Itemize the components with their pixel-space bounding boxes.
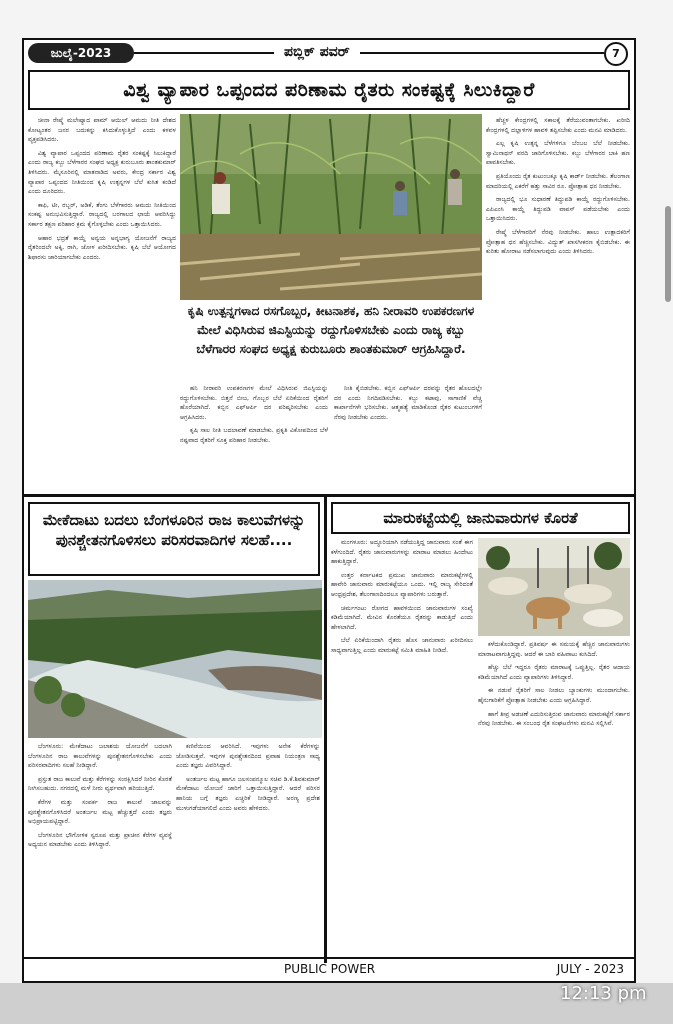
paragraph: ಅಂತರ್ಜಲ ಮಟ್ಟ ಹಾಗೂ ಜಲಸಂಪನ್ಮೂಲ ಸಚಿವ ಡಿ.ಕೆ.ಶಿವಕುಮಾರ್ ಮೇಕೆದಾಟು ಯೋಜನೆ ಜಾರಿಗೆ ಒತ್ತಾಯಿಸುತ್ತಿದ್ದಾರೆ. ಆದರೆ ಪರಿಸರ ಹಾನಿಯ ಬಗ್ಗೆ ತಜ್ಞರು ಎಚ್ಚರಿಕೆ ನೀಡಿದ್ದಾರೆ. ಅರಣ್ಯ ಪ್ರದೇಶ ಮುಳುಗಡೆಯಾಗಲಿದೆ ಎಂದು ಅವರು ಹೇಳಿದರು. [176,775,320,812]
river-photo [28,580,322,738]
river-photo-graphic [28,580,322,738]
main-col-2 [180,384,328,490]
main-headline: ವಿಶ್ವ ವ್ಯಾಪಾರ ಒಪ್ಪಂದದ ಪರಿಣಾಮ ರೈತರು ಸಂಕಷ್ಟಕ್ಕೆ ಸಿಲುಕಿದ್ದಾರೆ [28,70,630,110]
story-two-col-2 [176,742,320,962]
paragraph: ರಾಜ್ಯದಲ್ಲಿ ಭೂ ಸುಧಾರಣೆ ತಿದ್ದುಪಡಿ ಕಾಯ್ದೆ ರದ್ದುಗೊಳಿಸಬೇಕು. ಎಪಿಎಂಸಿ ಕಾಯ್ದೆ ತಿದ್ದುಪಡಿ ವಾಪಸ್ ಪಡೆಯಬೇಕು ಎಂದು ಒತ್ತಾಯಿಸಿದರು. [486,196,630,223]
paragraph: ಕಾಫಿ, ಟೀ, ರಬ್ಬರ್, ಅಡಿಕೆ, ತೆಂಗು ಬೆಳೆಗಾರರು ಆಮದು ನೀತಿಯಿಂದ ಸಂಕಷ್ಟ ಅನುಭವಿಸುತ್ತಿದ್ದಾರೆ. ರಾಜ್ಯದಲ್ಲಿ ಬರಗಾಲದ ಛಾಯೆ ಆವರಿಸಿದ್ದು ಸರ್ಕಾರ ತಕ್ಷಣ ಪರಿಹಾರ ಕ್ರಮ ಕೈಗೊಳ್ಳಬೇಕು ಎಂದು ಒತ್ತಾಯಿಸಿದರು. [28,201,176,228]
paragraph: ನೀತಿ ಕೈಬಿಡಬೇಕು. ಕಬ್ಬಿನ ಎಫ್ಆರ್ಪಿ ದರವನ್ನು ರೈತರ ಹೊಲದಲ್ಲೇ ದರ ಎಂದು ನಿಗದಿಪಡಿಸಬೇಕು. ಕಬ್ಬು ಕಟಾವು, ಸಾಗಾಣಿಕೆ ವೆಚ್ಚ ಕಾರ್ಖಾನೆಗಳೇ ಭರಿಸಬೇಕು. ಆತ್ಮಹತ್ಯೆ ಮಾಡಿಕೊಂಡ ರೈತರ ಕುಟುಂಬಗಳಿಗೆ ನೆರವು ನೀಡಬೇಕು ಎಂದರು. [334,385,482,421]
paragraph: ಚರ್ಮಗಂಟು ರೋಗದ ಹಾವಳಿಯಿಂದ ಜಾನುವಾರುಗಳ ಸಂಖ್ಯೆ ಕಡಿಮೆಯಾಗಿದೆ. ಮೇವಿನ ಕೊರತೆಯೂ ರೈತರನ್ನು ಕಾಡುತ್ತಿದೆ ಎಂದು ಹೇಳಲಾಗಿದೆ. [331,604,473,631]
paragraph: ಹಾಗೆ ತೀವ್ರ ಅಡಚಣೆ ಎದುರಿಸುತ್ತಿರುವ ಜಾನುವಾರು ಮಾರುಕಟ್ಟೆಗೆ ಸರ್ಕಾರ ನೆರವು ನೀಡಬೇಕು. ಈ ಸಂಬಂಧ ರೈತ ಸಂಘಟನೆಗಳು ಮನವಿ ಸಲ್ಲಿಸಿವೆ. [478,710,630,728]
newspaper-page [22,38,636,983]
paragraph: ಪ್ರತಿಯೊಂದು ರೈತ ಕುಟುಂಬಕ್ಕೂ ಕೃಷಿ ಕಾರ್ಡ್ ನೀಡಬೇಕು. ತೆಲಂಗಾಣ ಮಾದರಿಯಲ್ಲಿ ಎಕರೆಗೆ ಹತ್ತು ಸಾವಿರ ರೂ. ಪ್ರೋತ್ಸಾಹ ಧನ ನೀಡಬೇಕು. [486,172,630,190]
section-divider [24,494,634,497]
paragraph: ಚೀನಾ ರೇಷ್ಮೆ ಮಲೇಷ್ಯಾದ ಪಾಮ್ ಆಯಿಲ್ ಆಮದು ನೀತಿ ದೇಶದ ಕೋಟ್ಯಂತರ ಜನರ ಬದುಕನ್ನು ಕಸಿದುಕೊಳ್ಳುತ್ತಿದೆ ಎಂದು ಕಳವಳ ವ್ಯಕ್ತಪಡಿಸಿದರು. [28,117,176,144]
paragraph: ಹನಿ ನೀರಾವರಿ ಉಪಕರಣಗಳ ಮೇಲೆ ವಿಧಿಸಿರುವ ಜಿಎಸ್ಟಿಯನ್ನು ರದ್ದುಗೊಳಿಸಬೇಕು. ಬಿತ್ತನೆ ಬೀಜ, ಗೊಬ್ಬರ ಬೆಲೆ ಏರಿಕೆಯಿಂದ ರೈತರಿಗೆ ಹೊರೆಯಾಗಿದೆ. ಕಬ್ಬಿನ ಎಫ್ಆರ್ಪಿ ದರ ಪರಿಷ್ಕರಿಸಬೇಕು ಎಂದು ಆಗ್ರಹಿಸಿದರು. [180,385,328,421]
page-number: 7 [604,42,628,66]
footer-paper-name: PUBLIC POWER [284,962,376,976]
paragraph: ಕಳೆದುಕೊಂಡಿದ್ದಾರೆ. ಪ್ರತಿವರ್ಷ ಈ ಸಮಯಕ್ಕೆ ಹೆಚ್ಚಿನ ಜಾನುವಾರುಗಳು ಮಾರಾಟವಾಗುತ್ತಿದ್ದವು. ಆದರೆ ಈ ಬಾರಿ ವಹಿವಾಟು ಕುಸಿದಿದೆ. [478,641,630,658]
paragraph: ಹೆಚ್ಚು ಬೆಲೆ ಇದ್ದರೂ ರೈತರು ಮಾರಾಟಕ್ಕೆ ಒಪ್ಪುತ್ತಿಲ್ಲ. ರೈತರ ಆದಾಯ ಕಡಿಮೆಯಾಗಿದೆ ಎಂದು ವ್ಯಾಪಾರಿಗಳು ತಿಳಿಸಿದ್ದಾರೆ. [478,664,630,681]
paragraph: ಎಲ್ಲ ಕೃಷಿ ಉತ್ಪನ್ನ ಬೆಳೆಗಳಿಗೂ ಬೆಂಬಲ ಬೆಲೆ ನೀಡಬೇಕು. ಸ್ವಾಮಿನಾಥನ್ ವರದಿ ಜಾರಿಗೊಳಿಸಬೇಕು. ಕಬ್ಬು ಬೆಳೆಗಾರರ ಬಾಕಿ ಹಣ ಪಾವತಿಸಬೇಕು. [486,140,630,167]
paper-name: ಪಬ್ಲಿಕ್ ಪವರ್ [274,42,360,62]
paragraph: ವಿಶ್ವ ವ್ಯಾಪಾರ ಒಪ್ಪಂದದ ಪರಿಣಾಮ ರೈತರ ಸಂಕಷ್ಟಕ್ಕೆ ಸಿಲುಕಿದ್ದಾರೆ ಎಂದು ರಾಜ್ಯ ಕಬ್ಬು ಬೆಳೆಗಾರರ ಸಂಘದ ಅಧ್ಯಕ್ಷ ಕುರುಬೂರು ಶಾಂತಕುಮಾರ್ ತಿಳಿಸಿದರು. ಮೈಸೂರಿನಲ್ಲಿ ಮಾತನಾಡಿದ ಅವರು, ಕೇಂದ್ರ ಸರ್ಕಾರ ವಿಶ್ವ ವ್ಯಾಪಾರ ಒಪ್ಪಂದದ ನೀತಿಯಿಂದ ಕೃಷಿ ಉತ್ಪನ್ನಗಳ ಬೆಲೆ ಕುಸಿತ ಕಂಡಿದೆ ಎಂದು ದೂರಿದರು. [28,149,176,196]
paragraph: ಪ್ರಸ್ತುತ ರಾಜ ಕಾಲುವೆ ಮತ್ತು ಕೆರೆಗಳನ್ನು ಸಂರಕ್ಷಿಸಿದರೆ ನೀರಿನ ಕೊರತೆ ನೀಗಿಸಬಹುದು. ನಗರದಲ್ಲಿ ಮಳೆ ನೀರು ವ್ಯರ್ಥವಾಗಿ ಹರಿಯುತ್ತಿದೆ. [28,775,172,793]
status-time: 12:13 pm [560,983,647,1004]
paragraph: ಹೆಚ್ಚಳ ಕೇಂದ್ರಗಳಲ್ಲಿ ಸಕಾಲಕ್ಕೆ ತೆರೆಯುವಂತಾಗಬೇಕು. ಖರೀದಿ ಕೇಂದ್ರಗಳಲ್ಲಿ ದಲ್ಲಾಳಿಗಳ ಹಾವಳಿ ತಪ್ಪಿಸಬೇಕು ಎಂದು ಮನವಿ ಮಾಡಿದರು. [486,117,630,134]
footer-date: JULY - 2023 [556,962,624,976]
sugarcane-field-photo [180,114,482,300]
story-three-col-1 [331,538,473,962]
paragraph: ರೇಷ್ಮೆ ಬೆಳೆಗಾರರಿಗೆ ನೆರವು ನೀಡಬೇಕು. ಹಾಲು ಉತ್ಪಾದಕರಿಗೆ ಪ್ರೋತ್ಸಾಹ ಧನ ಹೆಚ್ಚಿಸಬೇಕು. ವಿದ್ಯುತ್ ಖಾಸಗೀಕರಣ ಕೈಬಿಡಬೇಕು. ಈ ಕುರಿತು ಹೋರಾಟ ನಡೆಸಲಾಗುವುದು ಎಂದು ತಿಳಿಸಿದರು. [486,228,630,256]
story-three-headline: ಮಾರುಕಟ್ಟೆಯಲ್ಲಿ ಜಾನುವಾರುಗಳ ಕೊರತೆ [331,502,630,534]
paragraph: ಬೆಂಗಳೂರು: ಮೇಕೆದಾಟು ಜಲಾಶಯ ಯೋಜನೆಗೆ ಬದಲಾಗಿ ಬೆಂಗಳೂರಿನ ರಾಜ ಕಾಲುವೆಗಳನ್ನು ಪುನಶ್ಚೇತನಗೊಳಿಸಬೇಕು ಎಂದು ಪರಿಸರವಾದಿಗಳು ಸಲಹೆ ನೀಡಿದ್ದಾರೆ. [28,743,172,770]
page-header [24,40,634,66]
scrollbar[interactable] [665,206,671,302]
paragraph: ಈ ನಡುವೆ ರೈತರಿಗೆ ಸಾಲ ನೀಡಲು ಬ್ಯಾಂಕುಗಳು ಮುಂದಾಗಬೇಕು. ಹೈನುಗಾರಿಕೆಗೆ ಪ್ರೋತ್ಸಾಹ ನೀಡಬೇಕು ಎಂದು ಆಗ್ರಹಿಸಿದ್ದಾರೆ. [478,687,630,704]
paragraph: ಮಂಗಳೂರು: ಅದ್ಧೂರಿಯಾಗಿ ನಡೆಯುತ್ತಿದ್ದ ಜಾನುವಾರು ಸಂತೆ ಈಗ ಕಳೆಗುಂದಿದೆ. ರೈತರು ಜಾನುವಾರುಗಳನ್ನು ಮಾರಾಟ ಮಾಡಲು ಹಿಂದೇಟು ಹಾಕುತ್ತಿದ್ದಾರೆ. [331,539,473,566]
story-two-col-1 [28,742,172,962]
column-divider [324,497,327,963]
main-col-3 [334,384,482,490]
paragraph: ಕೃಷಿ ಸಾಲ ನೀತಿ ಬದಲಾವಣೆ ಮಾಡಬೇಕು. ಪ್ರಕೃತಿ ವಿಕೋಪದಿಂದ ಬೆಳೆ ನಷ್ಟವಾದ ರೈತರಿಗೆ ಸೂಕ್ತ ಪರಿಹಾರ ನೀಡಬೇಕು. [180,427,328,444]
cattle-photo-graphic [478,538,630,636]
date-label: ಜುಲೈ-2023 [28,43,134,63]
main-col-1 [28,116,176,491]
cattle-market-photo [478,538,630,636]
page-footer [24,957,634,981]
story-two-headline: ಮೇಕೆದಾಟು ಬದಲು ಬೆಂಗಳೂರಿನ ರಾಜ ಕಾಲುವೆಗಳನ್ನು ಪುನಶ್ಚೇತನಗೊಳಿಸಲು ಪರಿಸರವಾದಿಗಳ ಸಲಹೆ.... [28,502,320,576]
story-three-col-2 [478,640,630,962]
main-callout: ಕೃಷಿ ಉತ್ಪನ್ನಗಳಾದ ರಸಗೊಬ್ಬರ, ಕೀಟನಾಶಕ, ಹನಿ ನೀರಾವರಿ ಉಪಕರಣಗಳ ಮೇಲೆ ವಿಧಿಸಿರುವ ಜಿಎಸ್ಟಿಯನ್ನು ರದ್ದುಗೊಳಿಸಬೇಕು ಎಂದು ರಾಜ್ಯ ಕಬ್ಬು ಬೆಳೆಗಾರರ ಸಂಘದ ಅಧ್ಯಕ್ಷ ಕುರುಬೂರು ಶಾಂತಕುಮಾರ್ ಆಗ್ರಹಿಸಿದ್ದಾರೆ. [187,304,475,356]
paragraph: ಬೆಲೆ ಏರಿಕೆಯಿಂದಾಗಿ ರೈತರು ಹೊಸ ಜಾನುವಾರು ಖರೀದಿಸಲು ಸಾಧ್ಯವಾಗುತ್ತಿಲ್ಲ ಎಂದು ಮಾರುಕಟ್ಟೆ ಸಮಿತಿ ಮಾಹಿತಿ ನೀಡಿದೆ. [331,637,473,654]
paragraph: ಕಣಿವೆಯಿಂದ ಆವರಿಸಿದೆ. ಇವುಗಳು ಅನೇಕ ಕೆರೆಗಳನ್ನು ಜೋಡಿಸುತ್ತವೆ. ಇವುಗಳ ಪುನಶ್ಚೇತನದಿಂದ ಪ್ರವಾಹ ನಿಯಂತ್ರಣ ಸಾಧ್ಯ ಎಂದು ತಜ್ಞರು ವಿವರಿಸಿದ್ದಾರೆ. [176,743,320,770]
paragraph: ಆಹಾರ ಭದ್ರತೆ ಕಾಯ್ದೆ ಅನ್ವಯ ಅನ್ನಭಾಗ್ಯ ಯೋಜನೆಗೆ ರಾಜ್ಯದ ರೈತರಿಂದಲೇ ಅಕ್ಕಿ, ರಾಗಿ, ಜೋಳ ಖರೀದಿಸಬೇಕು. ಕೃಷಿ ಬೆಲೆ ಆಯೋಗದ ಶಿಫಾರಸು ಜಾರಿಯಾಗಬೇಕು ಎಂದರು. [28,234,176,261]
paragraph: ಬೆಂಗಳೂರಿನ ಭೌಗೋಳಿಕ ಸ್ವರೂಪ ಮತ್ತು ಪ್ರಾಚೀನ ಕೆರೆಗಳ ವ್ಯವಸ್ಥೆ ಅಧ್ಯಯನ ಮಾಡಬೇಕು ಎಂದು ತಿಳಿಸಿದ್ದಾರೆ. [28,831,172,849]
main-col-4 [486,116,630,491]
sugarcane-photo-graphic [180,114,482,300]
header-rule [134,52,604,54]
paragraph: ಉತ್ತರ ಕರ್ನಾಟಕದ ಪ್ರಮುಖ ಜಾನುವಾರು ಮಾರುಕಟ್ಟೆಗಳಲ್ಲಿ ಹಾವೇರಿ ಜಾನುವಾರು ಮಾರುಕಟ್ಟೆಯೂ ಒಂದು. ಇಲ್ಲಿ ರಾಜ್ಯ ಸೇರಿದಂತೆ ಆಂಧ್ರಪ್ರದೇಶ, ತೆಲಂಗಾಣದಿಂದಲೂ ವ್ಯಾಪಾರಿಗಳು ಬರುತ್ತಾರೆ. [331,571,473,598]
paragraph: ಕೆರೆಗಳ ಮತ್ತು ಸಂಪರ್ಕ ರಾಜ ಕಾಲುವೆ ಜಾಲವನ್ನು ಪುನಶ್ಚೇತನಗೊಳಿಸಿದರೆ ಅಂತರ್ಜಲ ಮಟ್ಟ ಹೆಚ್ಚುತ್ತದೆ ಎಂದು ತಜ್ಞರು ಅಭಿಪ್ರಾಯಪಟ್ಟಿದ್ದಾರೆ. [28,798,172,826]
